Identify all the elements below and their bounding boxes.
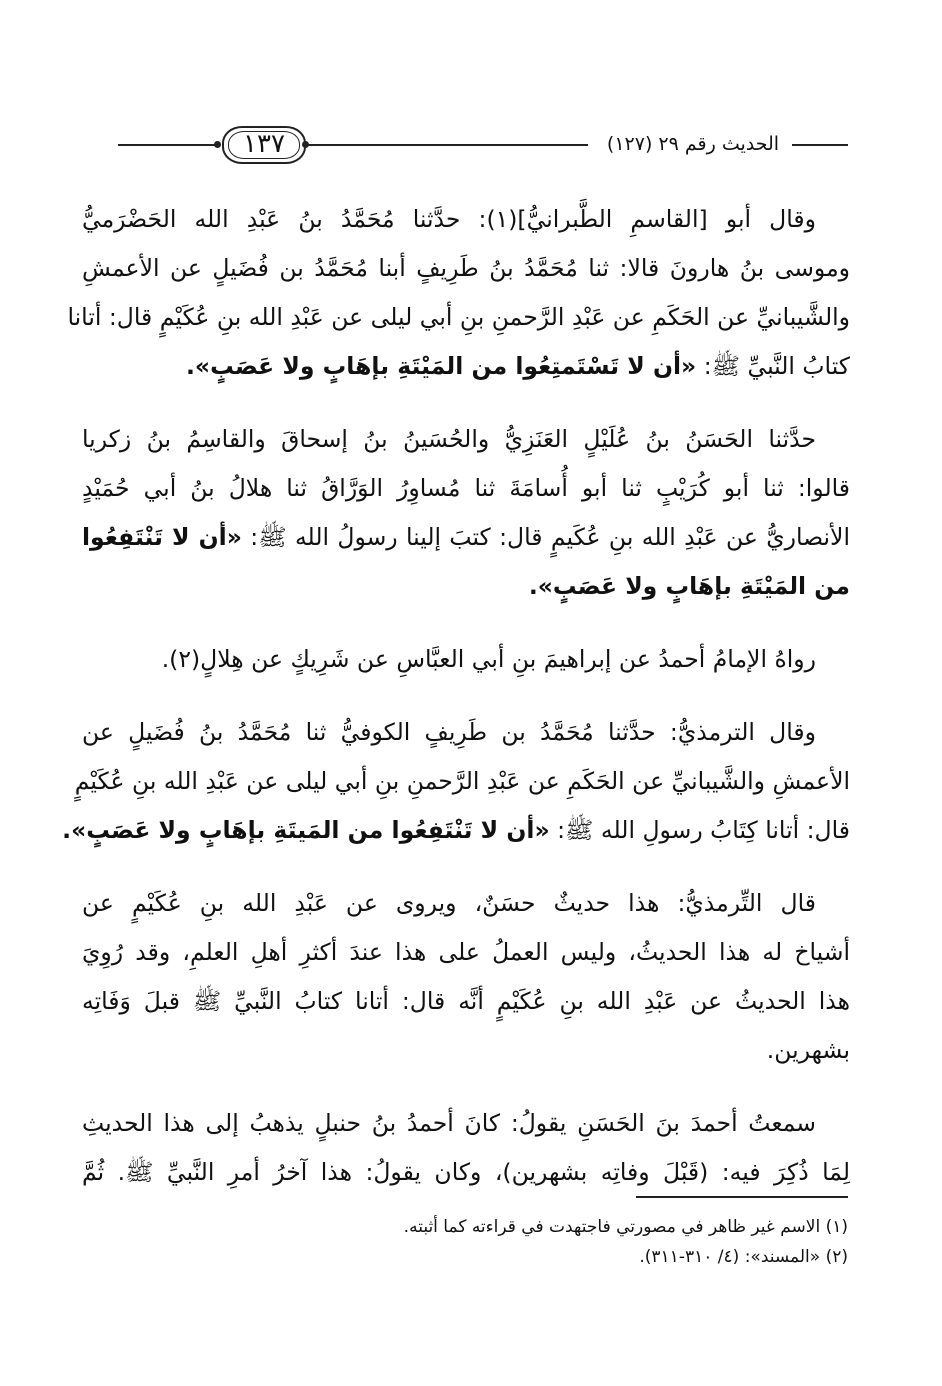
text-line — [82, 342, 850, 391]
main-text — [62, 195, 850, 1221]
running-head: الحديث رقم ٢٩ (١٢٧) — [606, 133, 780, 155]
footnote-separator — [636, 1196, 848, 1198]
hadith-text: «أن لا تَنْتَفِعُوا من المَيتَةِ بإهَابٍ ولا عَصَبٍ». — [62, 816, 550, 844]
text-segment: الأنصاريُّ عن عَبْدِ الله بنِ عُكَيمٍ قال: كتبَ إلينا رسولُ الله ﷺ: — [241, 523, 850, 551]
text-line: قال التِّرمذيُّ: هذا حديثٌ حسَنٌ، ويروى عن عَبْدِ الله بنِ عُكَيْمٍ عن — [82, 889, 816, 917]
paragraph-hasan-ibn-ulayl — [82, 415, 850, 611]
paragraph-tabarani — [67, 195, 850, 391]
hadith-text: «أن لا تَسْتَمتِعُوا من المَيْتَةِ بإهَابٍ ولا عَصَبٍ». — [186, 352, 697, 380]
footnote-2: (٢) «المسند»: (٤/ ٣١٠-٣١١). — [639, 1247, 848, 1267]
footnotes — [300, 1212, 848, 1272]
page-number: ١٣٧ — [243, 129, 285, 159]
paragraph-ahmad-riwaya — [82, 635, 850, 684]
text-line: أشياخ له هذا الحديثُ، وليس العملُ على هذا عندَ أكثرِ أهلِ العلمِ، وقد رُوِيَ — [82, 938, 850, 966]
text-segment: كتابُ النَّبيِّ ﷺ: — [696, 352, 850, 380]
paragraph-ahmad-ibn-hanbal — [82, 1099, 850, 1197]
header-ornament-dot-left — [214, 141, 221, 148]
text-line — [82, 513, 850, 562]
text-line: حدَّثنا الحَسَنُ بنُ عُلَيْلٍ العَنَزِيُّ والحُسَينُ بنُ إسحاقَ والقاسِمُ بنُ زكريا — [82, 425, 816, 453]
paragraph-tirmidhi-comment — [82, 879, 850, 1075]
text-line: بشهرين. — [766, 1036, 850, 1064]
text-line — [62, 806, 850, 855]
page-header — [0, 118, 942, 170]
footnote-1: (١) الاسم غير ظاهر في مصورتي فاجتهدت في قراءته كما أثبته. — [403, 1217, 848, 1237]
text-line: وموسى بنُ هارونَ قالا: ثنا مُحَمَّدُ بنُ طَرِيفٍ أبنا مُحَمَّدُ بن فُضَيلٍ عن الأعمشِ — [82, 254, 850, 282]
text-segment: قال: أتانا كِتَابُ رسولِ الله ﷺ: — [549, 816, 850, 844]
text-line: وقال أبو [القاسمِ الطَّبرانيُّ](١): حدَّثنا مُحَمَّدُ بنُ عَبْدِ الله الحَضْرَميُّ — [82, 205, 816, 233]
hadith-text: من المَيْتَةِ بإهَابٍ ولا عَصَبٍ». — [528, 572, 850, 600]
hadith-text: «أن لا تَنْتَفِعُوا — [82, 523, 242, 551]
header-rule-left — [118, 144, 218, 146]
text-line: والشَّيبانيِّ عن الحَكَمِ عن عَبْدِ الرَّحمنِ بنِ أبي ليلى عن عَبْدِ الله بنِ عُكَيْمٍ قال: أتانا — [67, 303, 850, 331]
text-line: هذا الحديثُ عن عَبْدِ الله بنِ عُكَيْمٍ أنَّه قال: أتانا كتابُ النَّبيِّ ﷺ قبلَ وَفَاتِه — [82, 987, 850, 1015]
text-line: الأعمشِ والشَّيبانيِّ عن الحَكَمِ عن عَبْدِ الرَّحمنِ بنِ أبي ليلى عن عَبْدِ الله بنِ عُكَيْمٍ — [74, 767, 850, 795]
paragraph-tirmidhi-isnad — [62, 708, 850, 855]
header-rule-right — [792, 144, 848, 146]
text-line: وقال الترمذيُّ: حدَّثنا مُحَمَّدُ بن طَرِيفٍ الكوفيُّ ثنا مُحَمَّدُ بنُ فُضَيلٍ عن — [82, 718, 816, 746]
text-line: سمعتُ أحمدَ بنَ الحَسَنِ يقولُ: كانَ أحمدُ بنُ حنبلٍ يذهبُ إلى هذا الحديثِ — [82, 1109, 816, 1137]
text-line: قالوا: ثنا أبو كُرَيْبٍ ثنا أبو أُسامَةَ ثنا مُساوِرُ الوَرَّاقُ ثنا هلالُ بنُ أبي حُمَيْدٍ — [82, 474, 850, 502]
header-rule-middle — [308, 144, 588, 146]
text-line: لِمَا ذُكِرَ فيه: (قَبْلَ وفاتِه بشهرين)، وكان يقولُ: هذا آخرُ أمرِ النَّبيِّ ﷺ. ثُمَّ — [82, 1158, 850, 1186]
text-line: رواهُ الإمامُ أحمدُ عن إبراهيمَ بنِ أبي العبَّاسِ عن شَرِيكٍ عن هِلالٍ(٢). — [161, 645, 816, 673]
